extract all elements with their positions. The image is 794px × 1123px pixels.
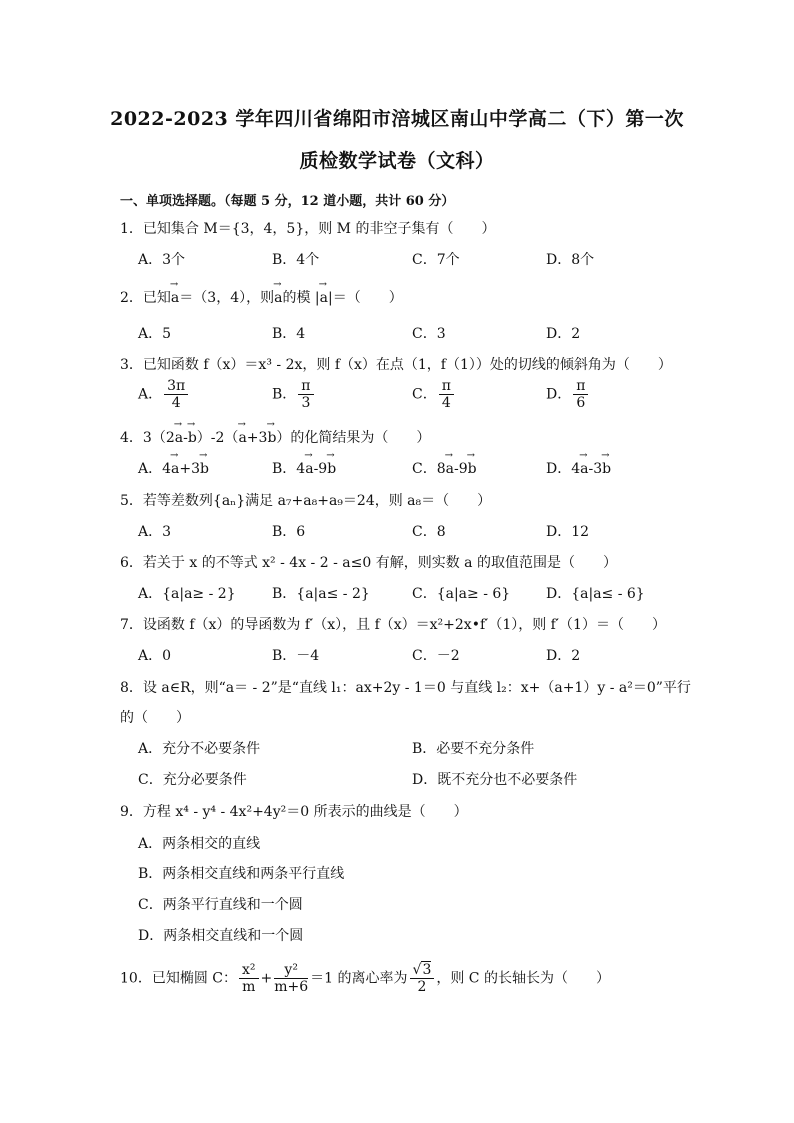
question-8-stem: 8．设 a∈R，则“a＝ - 2”是“直线 l₁：ax+2y - 1＝0 与直线 l₂：x+（a+1）y - a²＝0”平行 bbox=[120, 680, 691, 696]
q1-option-c: C．7个 bbox=[412, 252, 460, 268]
q3-option-a: A． $\frac{3\pi}{4}$ bbox=[138, 378, 190, 411]
q3-option-b: B． $\frac{\pi}{3}$ bbox=[272, 378, 316, 411]
q6-option-c: C．{a|a≥ - 6} bbox=[412, 586, 511, 602]
question-9-stem: 9．方程 x⁴ - y⁴ - 4x²+4y²＝0 所表示的曲线是（ ） bbox=[120, 804, 468, 820]
question-7-stem: 7．设函数 f（x）的导函数为 f′（x），且 f（x）＝x²+2x•f′（1），则 f′（1）＝（ ） bbox=[120, 617, 666, 633]
q2-option-c: C．3 bbox=[412, 326, 446, 342]
q2-option-b: B．4 bbox=[272, 326, 306, 342]
q5-option-b: B．6 bbox=[272, 524, 306, 540]
vector-a: → a bbox=[171, 290, 179, 306]
q6-option-a: A．{a|a≥ - 2} bbox=[138, 586, 236, 602]
q1-option-a: A．3个 bbox=[138, 252, 186, 268]
section-heading: 一、单项选择题。（每题 5 分，12 道小题，共计 60 分） bbox=[120, 194, 455, 209]
question-3-stem: 3．已知函数 f（x）＝x³ - 2x，则 f（x）在点（1，f（1））处的切线的倾斜角为（ ） bbox=[120, 357, 672, 373]
q8-option-b: B．必要不充分条件 bbox=[412, 741, 535, 757]
q6-option-d: D．{a|a≤ - 6} bbox=[546, 586, 645, 602]
q1-option-b: B．4个 bbox=[272, 252, 320, 268]
vector-a: → a bbox=[320, 290, 328, 306]
q5-option-a: A．3 bbox=[138, 524, 172, 540]
q4-option-d: D．4→ a-3→ b bbox=[546, 458, 611, 478]
q2-text-c: 的模 | bbox=[282, 290, 320, 306]
q2-text-b: ＝（3，4），则 bbox=[179, 290, 275, 306]
question-10-stem: 10．已知椭圆 C： $\frac{\text{x²}}{m}$ + $\frac{\text{y²}}{m+6}$ ＝1 的离心率为 $\frac{√3}{2}$ ，则 C 的长轴长为（ ） bbox=[120, 962, 610, 995]
q9-option-a: A．两条相交的直线 bbox=[138, 836, 261, 852]
q3-option-c: C． $\frac{\pi}{4}$ bbox=[412, 378, 456, 411]
q9-option-c: C．两条平行直线和一个圆 bbox=[138, 897, 303, 913]
title-line-1: 2022-2023 学年四川省绵阳市涪城区南山中学高二（下）第一次 bbox=[110, 108, 684, 130]
q6-option-b: B．{a|a≤ - 2} bbox=[272, 586, 370, 602]
question-8-stem-cont: 的（ ） bbox=[120, 710, 190, 726]
q4-option-c: C．8→ a-9→ b bbox=[412, 458, 477, 478]
q2-option-a: A．5 bbox=[138, 326, 172, 342]
q7-option-d: D．2 bbox=[546, 648, 581, 664]
question-1-stem: 1．已知集合 M＝{3，4，5}，则 M 的非空子集有（ ） bbox=[120, 221, 496, 237]
question-4-stem: 4．3（2→ a-→ b）-2（→ a+3→ b）的化简结果为（ ） bbox=[120, 427, 430, 447]
q7-option-c: C．－2 bbox=[412, 648, 460, 664]
q8-option-c: C．充分必要条件 bbox=[138, 772, 247, 788]
q2-text-a: 2．已知 bbox=[120, 290, 171, 306]
q2-text-d: |＝（ ） bbox=[328, 290, 403, 306]
question-5-stem: 5．若等差数列{aₙ}满足 a₇+a₈+a₉＝24，则 a₈＝（ ） bbox=[120, 493, 492, 509]
q8-option-a: A．充分不必要条件 bbox=[138, 741, 261, 757]
q4-stem-tail: 的化简结果为（ ） bbox=[290, 430, 431, 446]
q4-option-a: A．4→ a+3→ b bbox=[138, 458, 209, 478]
q1-option-d: D．8个 bbox=[546, 252, 595, 268]
title-line-2: 质检数学试卷（文科） bbox=[299, 150, 495, 172]
q8-option-d: D．既不充分也不必要条件 bbox=[412, 772, 578, 788]
q9-option-b: B．两条相交直线和两条平行直线 bbox=[138, 866, 345, 882]
q3-option-d: D． $\frac{\pi}{6}$ bbox=[546, 378, 590, 411]
q5-option-d: D．12 bbox=[546, 524, 590, 540]
vector-a: → a bbox=[274, 290, 282, 306]
question-2-stem bbox=[120, 287, 403, 307]
q7-option-b: B．－4 bbox=[272, 648, 320, 664]
q2-option-d: D．2 bbox=[546, 326, 581, 342]
question-6-stem: 6．若关于 x 的不等式 x² - 4x - 2 - a≤0 有解，则实数 a 的取值范围是（ ） bbox=[120, 555, 617, 571]
q5-option-c: C．8 bbox=[412, 524, 446, 540]
q7-option-a: A．0 bbox=[138, 648, 172, 664]
q4-option-b: B．4→ a-9→ b bbox=[272, 458, 336, 478]
q9-option-d: D．两条相交直线和一个圆 bbox=[138, 928, 304, 944]
